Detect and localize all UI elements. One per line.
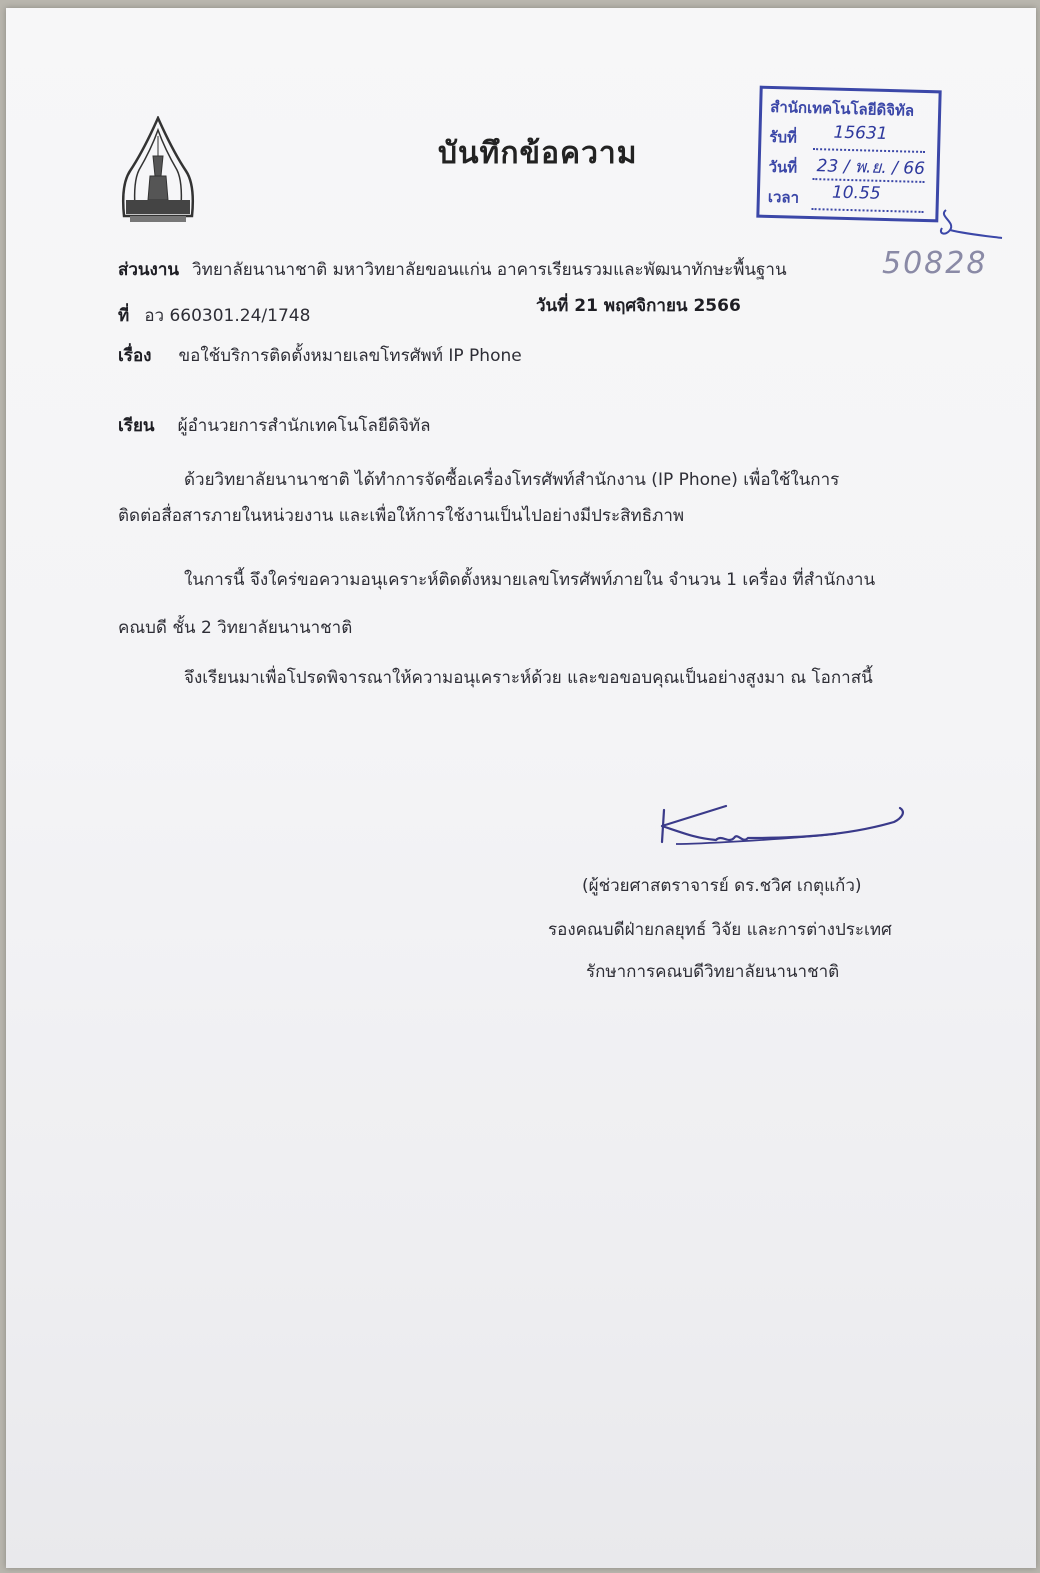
reference-value: อว 660301.24/1748 — [144, 306, 311, 326]
paragraph-2-line-2: คณบดี ชั้น 2 วิทยาลัยนานาชาติ — [118, 618, 353, 638]
stamp-received-label: รับที่ — [769, 127, 798, 147]
paragraph-3: จึงเรียนมาเพื่อโปรดพิจารณาให้ความอนุเคราะห์ด้วย และขอขอบคุณเป็นอย่างสูงมา ณ โอกาสนี้ — [184, 668, 873, 688]
stamp-time-label: เวลา — [767, 187, 800, 207]
subject-value: ขอใช้บริการติดตั้งหมายเลขโทรศัพท์ IP Phone — [178, 346, 522, 366]
memo-date: วันที่ 21 พฤศจิกายน 2566 — [536, 296, 741, 316]
stamp-time-value: 10.55 — [831, 182, 881, 204]
stamp-initial-mark-icon — [936, 204, 1006, 244]
paragraph-2-line-1: ในการนี้ จึงใคร่ขอความอนุเคราะห์ติดตั้งหมายเลขโทรศัพท์ภายใน จำนวน 1 เครื่อง ที่สำนักงาน — [184, 570, 876, 590]
recipient-label: เรียน — [118, 416, 155, 436]
university-logo-icon — [120, 116, 196, 236]
stamp-office: สำนักเทคโนโลยีดิจิทัล — [769, 97, 915, 120]
department-label: ส่วนงาน — [118, 260, 180, 280]
memo-paper — [6, 8, 1036, 1568]
stamp-received-number: 15631 — [833, 122, 888, 145]
subject-label: เรื่อง — [118, 346, 152, 366]
stamp-date-label: วันที่ — [768, 157, 798, 177]
subject-row — [118, 342, 522, 369]
paragraph-1-line-2: ติดต่อสื่อสารภายในหน่วยงาน และเพื่อให้การใช้งานเป็นไปอย่างมีประสิทธิภาพ — [118, 506, 685, 526]
signer-name: (ผู้ช่วยศาสตราจารย์ ดร.ชวิศ เกตุแก้ว) — [582, 876, 862, 896]
handwritten-number: 50828 — [882, 246, 988, 281]
signer-position-1: รองคณบดีฝ่ายกลยุทธ์ วิจัย และการต่างประเทศ — [548, 920, 892, 940]
recipient-value: ผู้อำนวยการสำนักเทคโนโลยีดิจิทัล — [177, 416, 431, 436]
department-value: วิทยาลัยนานาชาติ มหาวิทยาลัยขอนแก่น อาคารเรียนรวมและพัฒนาทักษะพื้นฐาน — [192, 260, 787, 280]
received-stamp — [756, 86, 941, 223]
paragraph-1-line-1: ด้วยวิทยาลัยนานาชาติ ได้ทำการจัดซื้อเครื่องโทรศัพท์สำนักงาน (IP Phone) เพื่อใช้ในการ — [184, 470, 840, 490]
stamp-time-line — [767, 182, 928, 219]
signer-position-2: รักษาการคณบดีวิทยาลัยนานาชาติ — [586, 962, 840, 982]
document-title: บันทึกข้อความ — [438, 136, 638, 171]
reference-label: ที่ — [118, 306, 130, 326]
signature-icon — [656, 804, 916, 874]
stamp-date-value: 23 / พ.ย. / 66 — [816, 156, 926, 179]
recipient-row — [118, 412, 431, 439]
department-row — [118, 256, 787, 283]
reference-row — [118, 302, 310, 329]
dotted-line — [812, 208, 924, 213]
